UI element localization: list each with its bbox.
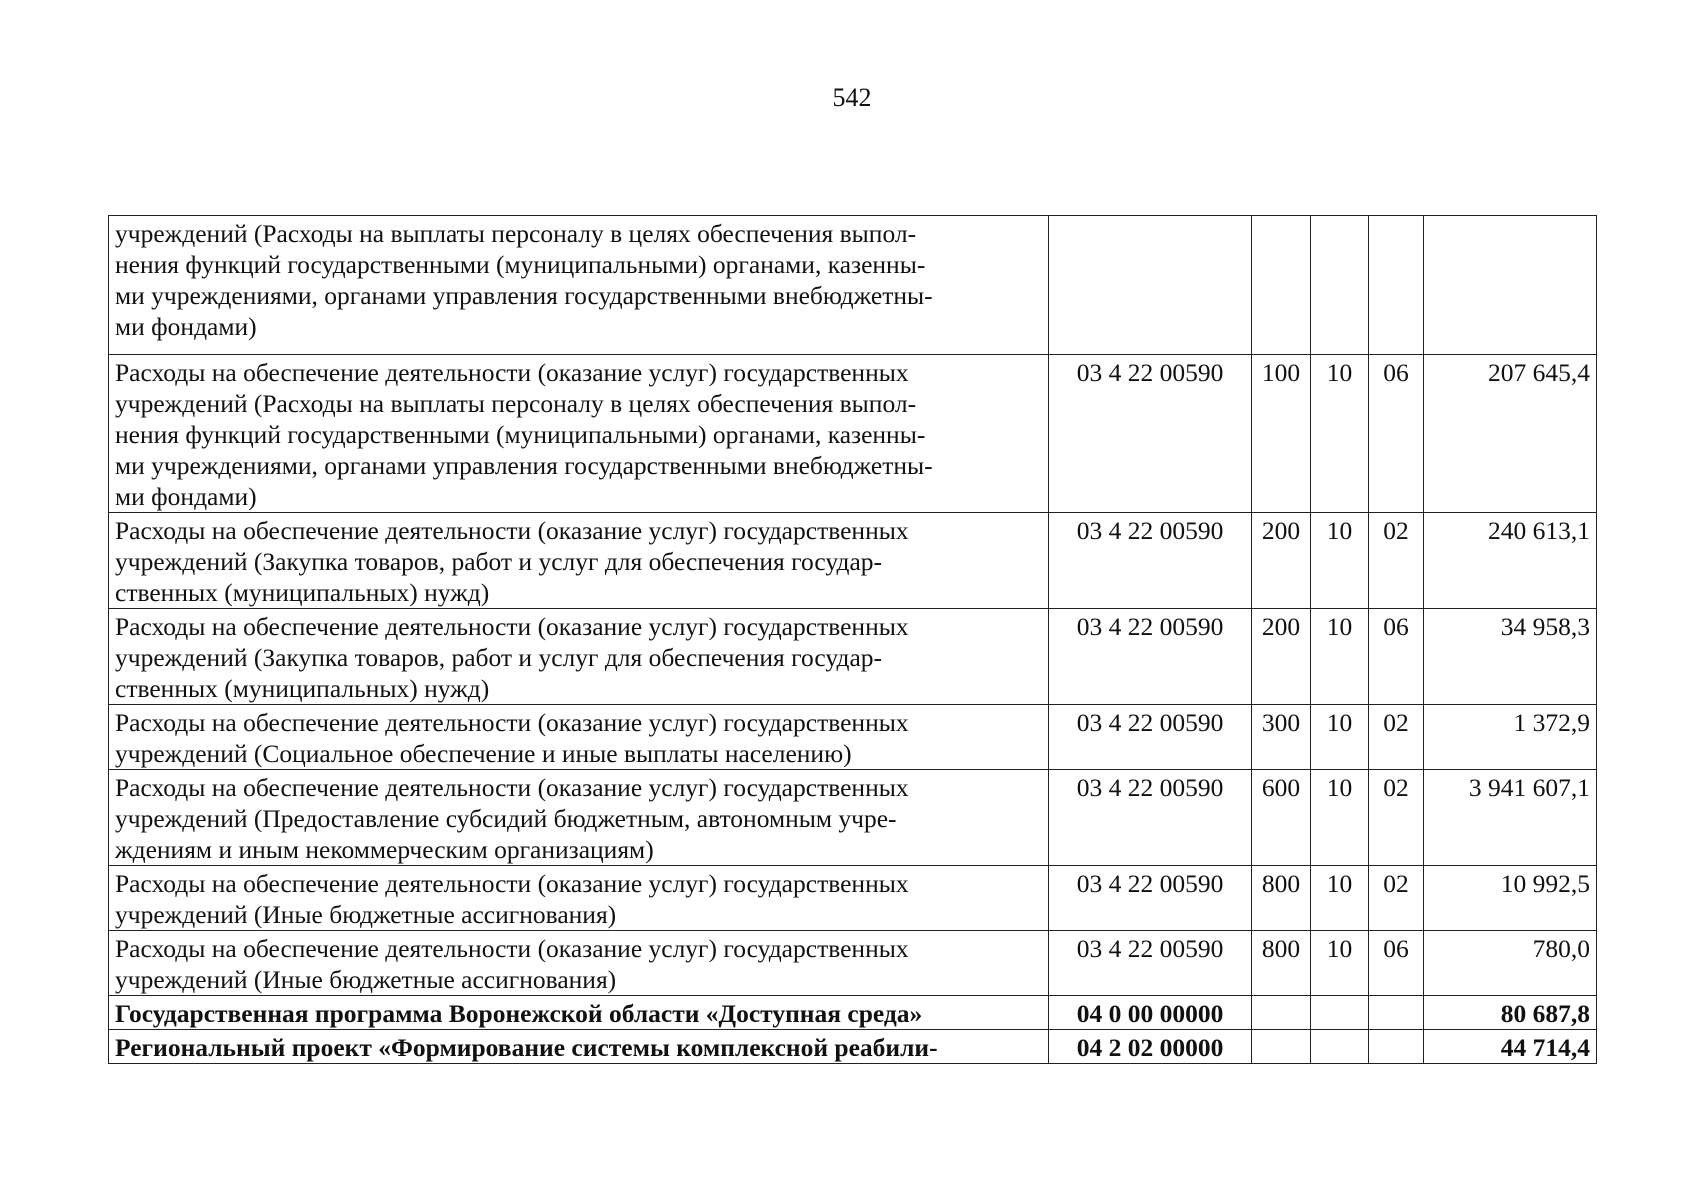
table-row [109, 609, 1597, 705]
table-row [109, 770, 1597, 866]
expense-type-code: 200 [1252, 513, 1311, 609]
row-description: Расходы на обеспечение деятельности (оказание услуг) государственных учреждений (Социальное обеспечение и иные выплаты населению) [109, 705, 1049, 770]
target-article-code: 03 4 22 00590 [1049, 931, 1252, 996]
section-code: 10 [1311, 355, 1369, 513]
table-row [109, 216, 1597, 355]
subsection-code: 06 [1369, 355, 1424, 513]
row-description: учреждений (Расходы на выплаты персоналу в целях обеспечения выпол- нения функций государственными (муниципальными) органами, казенны- ми учреждениями, органами управления государственными внебюджетны- ми фондами) [109, 216, 1049, 355]
page-number: 542 [832, 83, 872, 112]
expense-type-code: 600 [1252, 770, 1311, 866]
expense-type-code [1252, 996, 1311, 1030]
subsection-code: 02 [1369, 513, 1424, 609]
section-code [1311, 1030, 1369, 1064]
subsection-code: 06 [1369, 609, 1424, 705]
budget-table [108, 215, 1597, 1064]
row-description: Государственная программа Воронежской области «Доступная среда» [109, 996, 1049, 1030]
expense-type-code: 200 [1252, 609, 1311, 705]
subsection-code: 02 [1369, 866, 1424, 931]
row-description: Расходы на обеспечение деятельности (оказание услуг) государственных учреждений (Иные бюджетные ассигнования) [109, 931, 1049, 996]
expense-type-code: 100 [1252, 355, 1311, 513]
budget-table-body [109, 216, 1597, 1064]
section-code: 10 [1311, 513, 1369, 609]
amount-value: 34 958,3 [1424, 609, 1597, 705]
section-code: 10 [1311, 931, 1369, 996]
row-description: Расходы на обеспечение деятельности (оказание услуг) государственных учреждений (Расходы на выплаты персоналу в целях обеспечения выпол- нения функций государственными (муниципальными) органами, казенны- ми учреждениями, органами управления государственными внебюджетны- ми фондами) [109, 355, 1049, 513]
section-code: 10 [1311, 705, 1369, 770]
target-article-code: 03 4 22 00590 [1049, 770, 1252, 866]
expense-type-code [1252, 216, 1311, 355]
section-code [1311, 216, 1369, 355]
amount-value: 10 992,5 [1424, 866, 1597, 931]
target-article-code: 03 4 22 00590 [1049, 705, 1252, 770]
section-code [1311, 996, 1369, 1030]
amount-value: 240 613,1 [1424, 513, 1597, 609]
table-row [109, 866, 1597, 931]
row-description: Региональный проект «Формирование системы комплексной реабили- [109, 1030, 1049, 1064]
amount-value: 3 941 607,1 [1424, 770, 1597, 866]
expense-type-code: 800 [1252, 866, 1311, 931]
subsection-code [1369, 216, 1424, 355]
target-article-code: 03 4 22 00590 [1049, 355, 1252, 513]
target-article-code: 04 2 02 00000 [1049, 1030, 1252, 1064]
target-article-code: 03 4 22 00590 [1049, 866, 1252, 931]
expense-type-code [1252, 1030, 1311, 1064]
table-row [109, 705, 1597, 770]
amount-value: 80 687,8 [1424, 996, 1597, 1030]
table-row [109, 931, 1597, 996]
subsection-code: 02 [1369, 770, 1424, 866]
row-description: Расходы на обеспечение деятельности (оказание услуг) государственных учреждений (Иные бюджетные ассигнования) [109, 866, 1049, 931]
expense-type-code: 800 [1252, 931, 1311, 996]
table-row [109, 513, 1597, 609]
section-code: 10 [1311, 609, 1369, 705]
target-article-code: 03 4 22 00590 [1049, 513, 1252, 609]
subsection-code: 02 [1369, 705, 1424, 770]
table-row [109, 1030, 1597, 1064]
table-row [109, 355, 1597, 513]
section-code: 10 [1311, 770, 1369, 866]
row-description: Расходы на обеспечение деятельности (оказание услуг) государственных учреждений (Закупка товаров, работ и услуг для обеспечения государ- ственных (муниципальных) нужд) [109, 609, 1049, 705]
row-description: Расходы на обеспечение деятельности (оказание услуг) государственных учреждений (Закупка товаров, работ и услуг для обеспечения государ- ственных (муниципальных) нужд) [109, 513, 1049, 609]
amount-value [1424, 216, 1597, 355]
amount-value: 44 714,4 [1424, 1030, 1597, 1064]
target-article-code: 03 4 22 00590 [1049, 609, 1252, 705]
amount-value: 207 645,4 [1424, 355, 1597, 513]
subsection-code [1369, 996, 1424, 1030]
subsection-code: 06 [1369, 931, 1424, 996]
subsection-code [1369, 1030, 1424, 1064]
target-article-code [1049, 216, 1252, 355]
table-row [109, 996, 1597, 1030]
row-description: Расходы на обеспечение деятельности (оказание услуг) государственных учреждений (Предоставление субсидий бюджетным, автономным учре- ждениям и иным некоммерческим организациям) [109, 770, 1049, 866]
amount-value: 1 372,9 [1424, 705, 1597, 770]
section-code: 10 [1311, 866, 1369, 931]
target-article-code: 04 0 00 00000 [1049, 996, 1252, 1030]
expense-type-code: 300 [1252, 705, 1311, 770]
amount-value: 780,0 [1424, 931, 1597, 996]
